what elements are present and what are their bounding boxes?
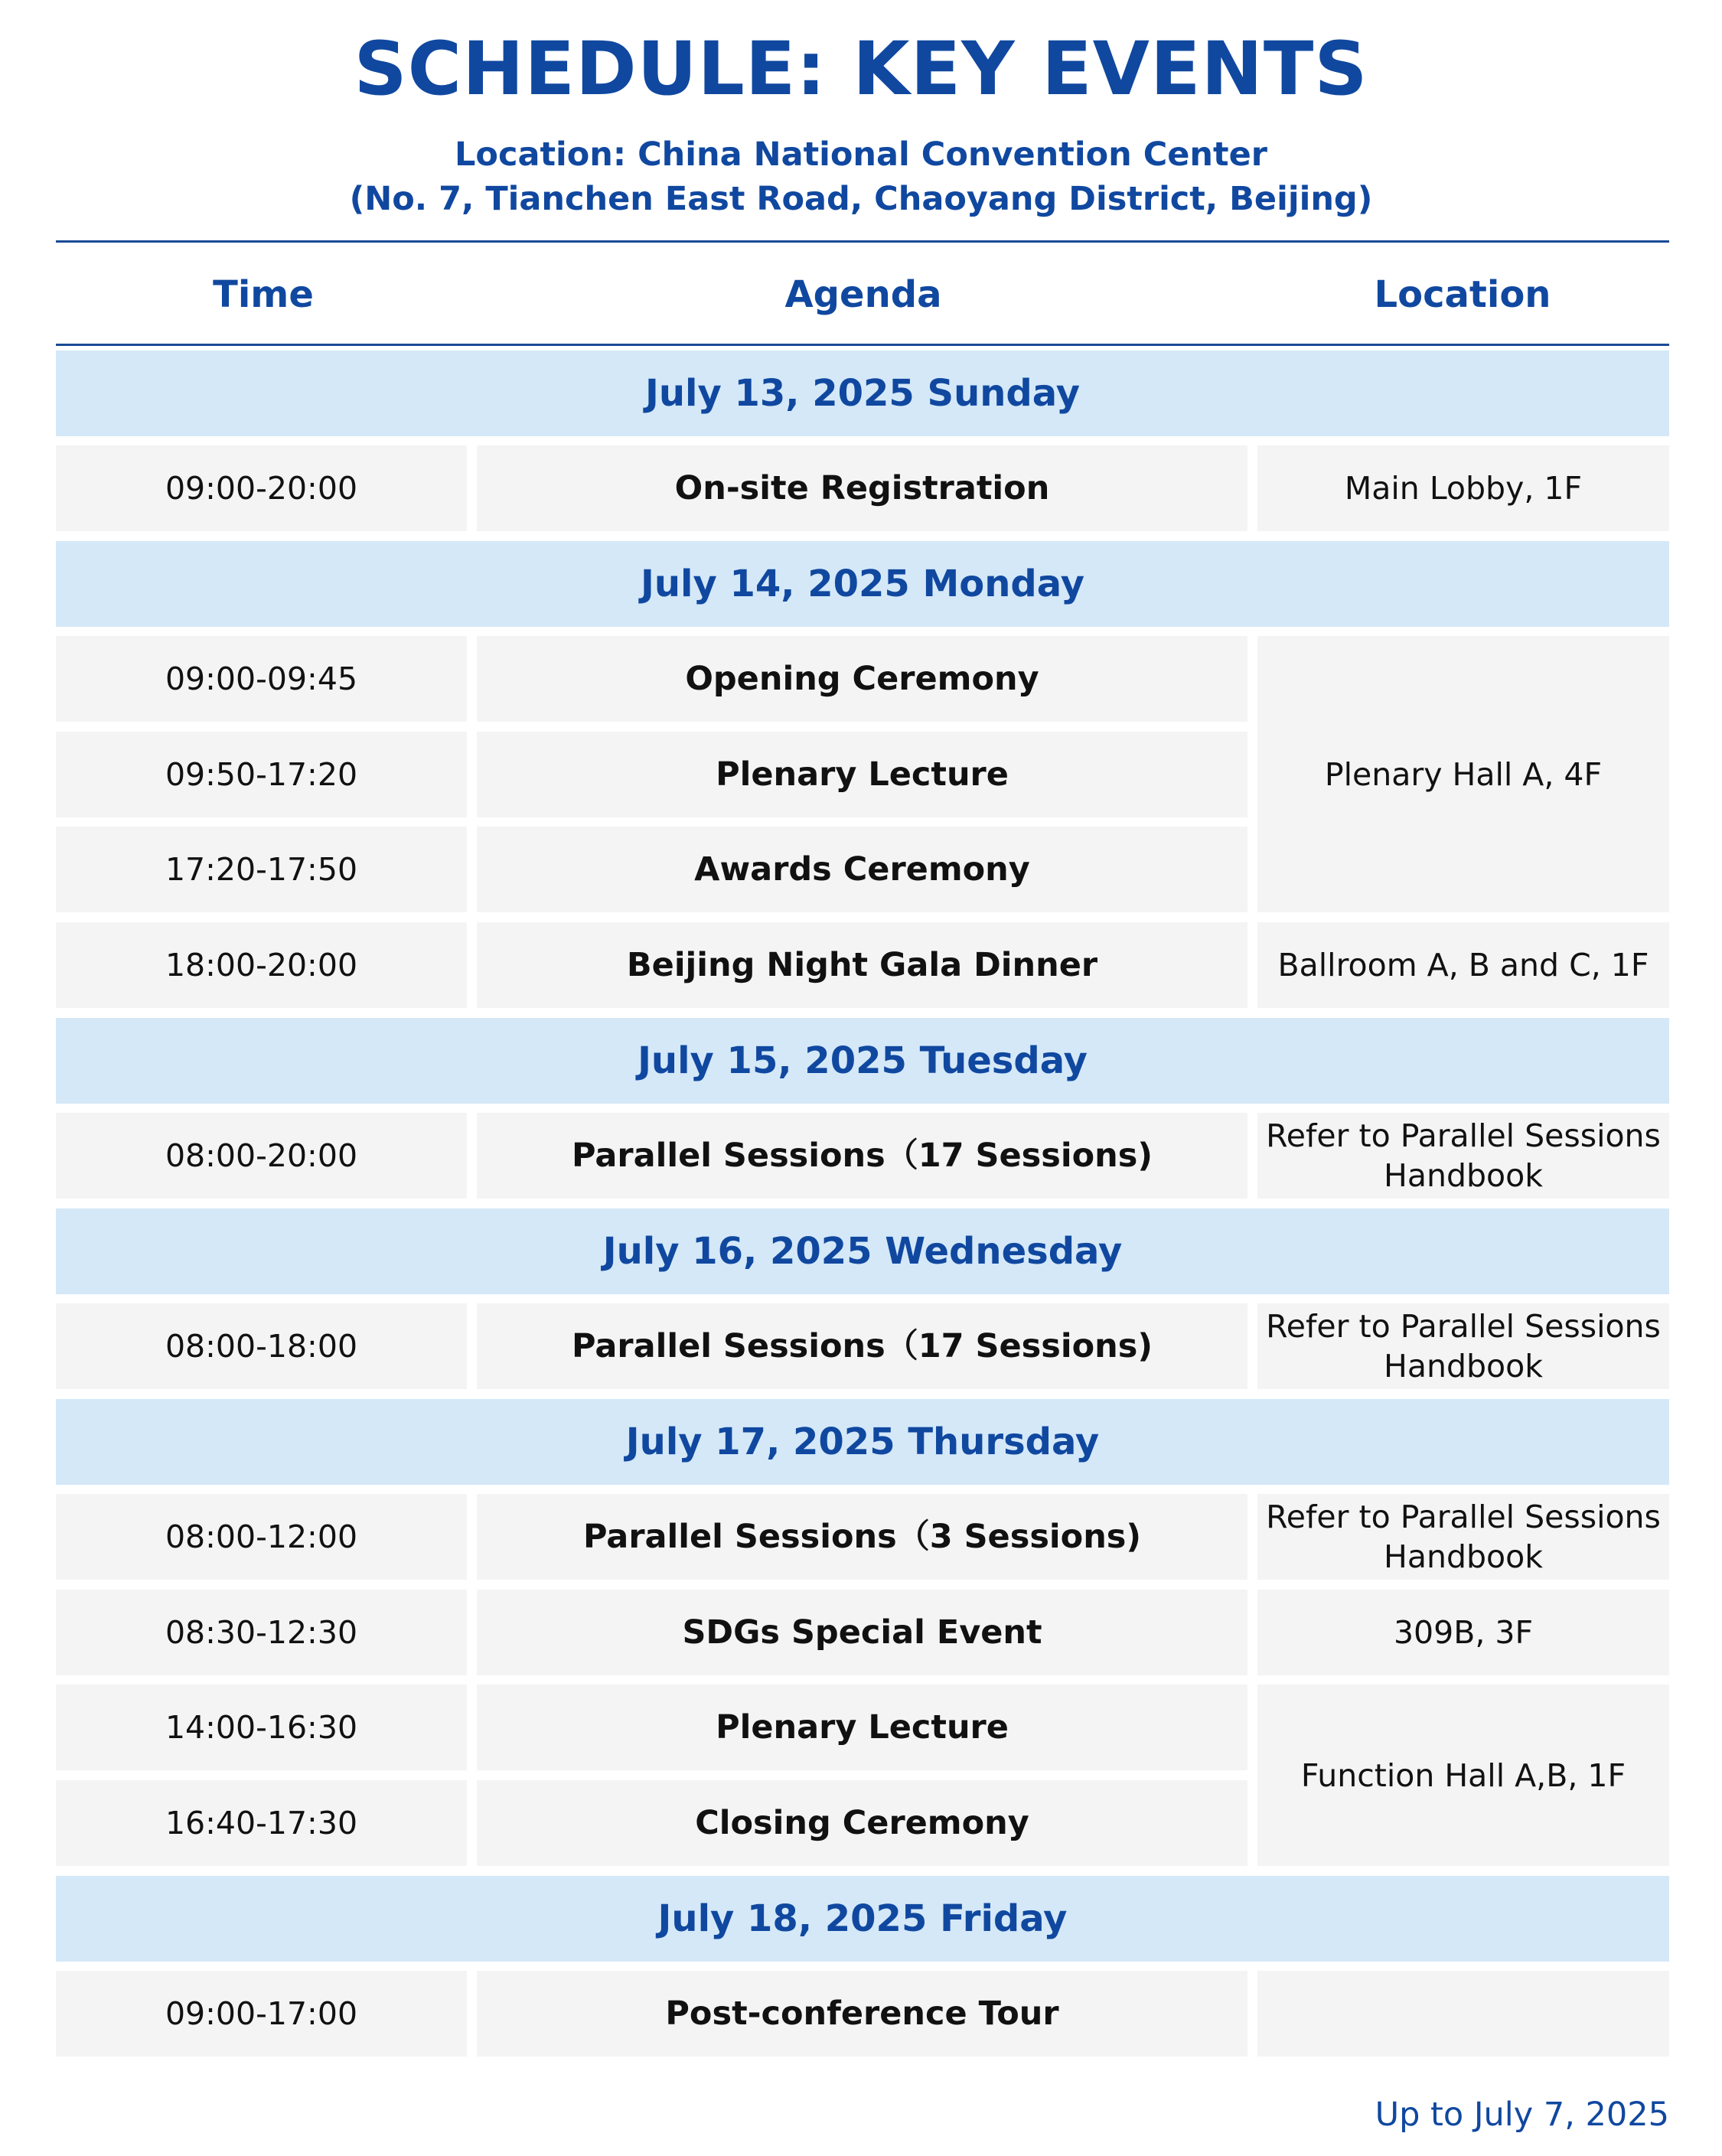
event-time: 08:00-20:00 bbox=[56, 1113, 467, 1199]
date-bar-jul-15: July 15, 2025 Tuesday bbox=[56, 1018, 1669, 1104]
date-bar-jul-17: July 17, 2025 Thursday bbox=[56, 1399, 1669, 1485]
event-location-empty bbox=[1257, 1971, 1669, 2057]
event-time: 18:00-20:00 bbox=[56, 922, 467, 1008]
column-header-location: Location bbox=[1374, 273, 1551, 316]
event-agenda: Parallel Sessions（17 Sessions) bbox=[477, 1303, 1247, 1389]
venue-location: Location: China National Convention Center bbox=[455, 135, 1267, 174]
event-location bbox=[1257, 445, 1669, 531]
column-header-time: Time bbox=[213, 273, 314, 316]
update-note: Up to July 7, 2025 bbox=[1375, 2096, 1669, 2134]
location-line: Handbook bbox=[1384, 1157, 1543, 1194]
event-time: 14:00-16:30 bbox=[56, 1685, 467, 1770]
event-agenda: Opening Ceremony bbox=[477, 636, 1247, 722]
event-agenda: Parallel Sessions（17 Sessions) bbox=[477, 1113, 1247, 1199]
location-line: Ballroom A, B and C, 1F bbox=[1277, 947, 1649, 983]
table-header-rule bbox=[56, 344, 1669, 346]
date-bar-jul-16: July 16, 2025 Wednesday bbox=[56, 1208, 1669, 1294]
event-time: 08:30-12:30 bbox=[56, 1590, 467, 1675]
table-top-rule bbox=[56, 240, 1669, 243]
location-line: Refer to Parallel Sessions bbox=[1266, 1499, 1661, 1535]
event-time: 08:00-12:00 bbox=[56, 1494, 467, 1580]
event-agenda: Awards Ceremony bbox=[477, 827, 1247, 912]
location-line: Main Lobby, 1F bbox=[1344, 470, 1583, 507]
date-bar-jul-18: July 18, 2025 Friday bbox=[56, 1876, 1669, 1962]
event-agenda: Closing Ceremony bbox=[477, 1780, 1247, 1866]
event-location bbox=[1257, 1113, 1669, 1199]
event-agenda: Parallel Sessions（3 Sessions) bbox=[477, 1494, 1247, 1580]
event-time: 09:50-17:20 bbox=[56, 732, 467, 817]
venue-address: (No. 7, Tianchen East Road, Chaoyang District, Beijing) bbox=[349, 180, 1373, 218]
location-line: Handbook bbox=[1384, 1538, 1543, 1575]
location-line: Handbook bbox=[1384, 1348, 1543, 1385]
event-time: 09:00-20:00 bbox=[56, 445, 467, 531]
date-bar-jul-13: July 13, 2025 Sunday bbox=[56, 351, 1669, 436]
event-location bbox=[1257, 636, 1669, 912]
event-agenda: Plenary Lecture bbox=[477, 732, 1247, 817]
location-line: Refer to Parallel Sessions bbox=[1266, 1117, 1661, 1154]
page-title: SCHEDULE: KEY EVENTS bbox=[354, 26, 1368, 112]
location-line: 309B, 3F bbox=[1393, 1614, 1534, 1651]
event-agenda: Plenary Lecture bbox=[477, 1685, 1247, 1770]
event-time: 16:40-17:30 bbox=[56, 1780, 467, 1866]
event-agenda: Beijing Night Gala Dinner bbox=[477, 922, 1247, 1008]
event-location bbox=[1257, 1590, 1669, 1675]
location-line: Function Hall A,B, 1F bbox=[1300, 1756, 1626, 1794]
date-bar-jul-14: July 14, 2025 Monday bbox=[56, 541, 1669, 627]
event-time: 09:00-09:45 bbox=[56, 636, 467, 722]
event-agenda: On-site Registration bbox=[477, 445, 1247, 531]
event-location bbox=[1257, 1303, 1669, 1389]
event-time: 08:00-18:00 bbox=[56, 1303, 467, 1389]
event-time: 17:20-17:50 bbox=[56, 827, 467, 912]
event-agenda: Post-conference Tour bbox=[477, 1971, 1247, 2057]
column-header-agenda: Agenda bbox=[784, 273, 942, 316]
event-time: 09:00-17:00 bbox=[56, 1971, 467, 2057]
event-location bbox=[1257, 1494, 1669, 1580]
location-line: Plenary Hall A, 4F bbox=[1324, 755, 1603, 793]
event-location bbox=[1257, 1685, 1669, 1866]
event-location bbox=[1257, 922, 1669, 1008]
location-line: Refer to Parallel Sessions bbox=[1266, 1308, 1661, 1345]
event-agenda: SDGs Special Event bbox=[477, 1590, 1247, 1675]
